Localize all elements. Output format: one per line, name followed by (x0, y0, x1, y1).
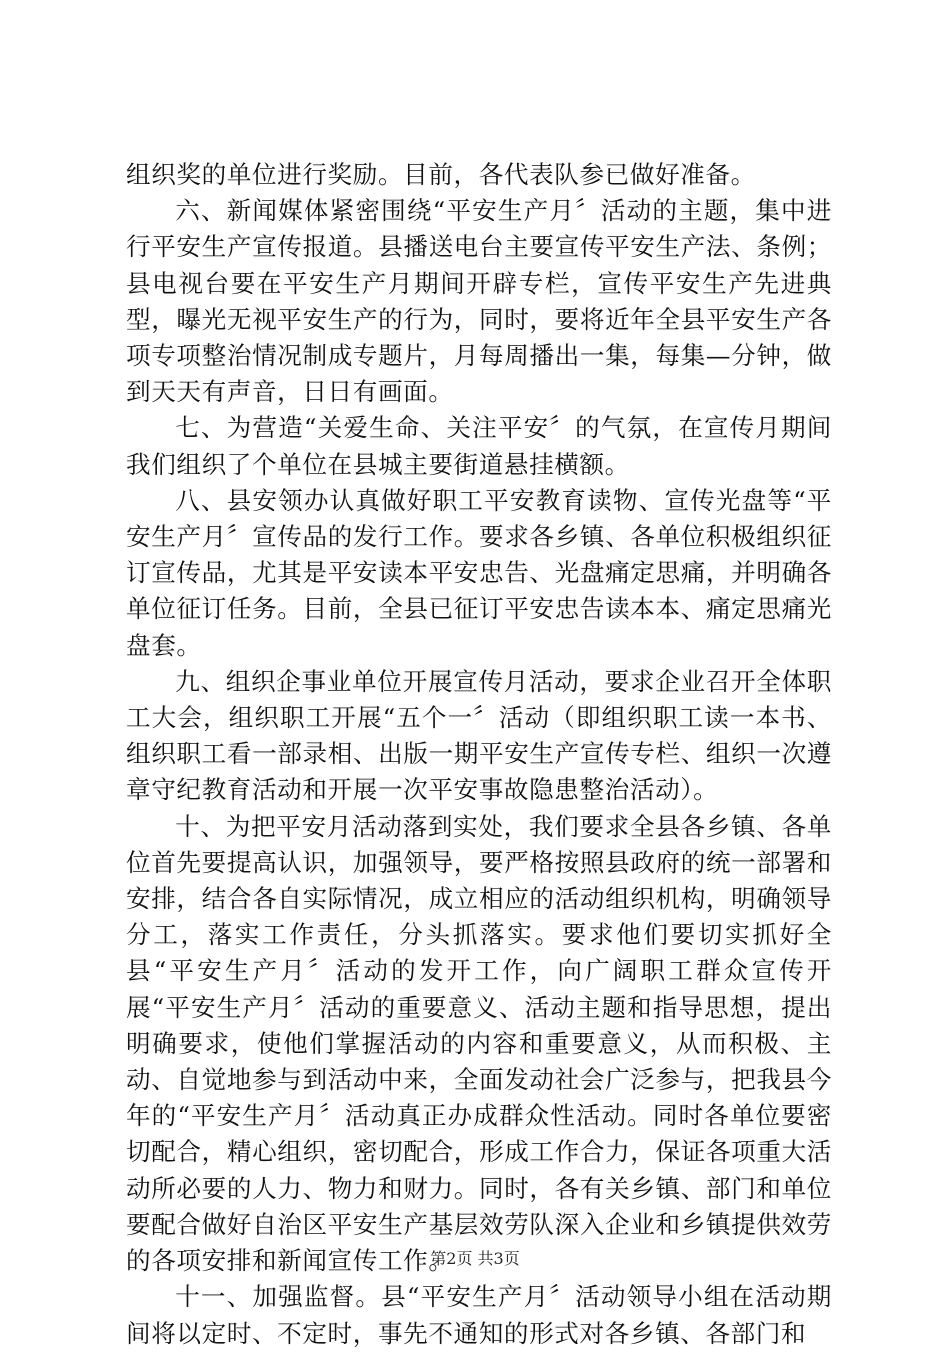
paragraph-continuation: 组织奖的单位进行奖励。目前，各代表队参已做好准备。 (126, 160, 756, 189)
paragraph-item-10: 十、为把平安月活动落到实处，我们要求全县各乡镇、各单位首先要提高认识，加强领导，要严格按照县政府的统一部署和安排，结合各自实际情况，成立相应的活动组织机构，明确领导分工，落实工作责任，分头抓落实。要求他们要切实抓好全县“平安生产月〞活动的发开工作，向广阔职工群众宣传开展“平安生产月〞活动的重要意义、活动主题和指导思想，提出明确要求，使他们掌握活动的内容和重要意义，从而积极、主动、自觉地参与到活动中来，全面发动社会广泛参与，把我县今年的“平安生产月〞活动真正办成群众性活动。同时各单位要密切配合，精心组织，密切配合，形成工作合力，保证各项重大活动所必要的人力、物力和财力。同时，各有关乡镇、部门和单位要配合做好自治区平安生产基层效劳队深入企业和乡镇提供效劳的各项安排和新闻宣传工作。 (126, 811, 832, 1276)
paragraph-item-11: 十一、加强监督。县“平安生产月〞活动领导小组在活动期间将以定时、不定时，事先不通知的形式对各乡镇、各部门和 (126, 1282, 832, 1348)
paragraph-item-8: 八、县安领办认真做好职工平安教育读物、宣传光盘等“平安生产月〞宣传品的发行工作。要求各乡镇、各单位积极组织征订宣传品，尤其是平安读本平安忠告、光盘痛定思痛，并明确各单位征订任务。目前，全县已征订平安忠告读本本、痛定思痛光盘套。 (126, 485, 832, 660)
paragraph-item-6: 六、新闻媒体紧密围绕“平安生产月〞活动的主题，集中进行平安生产宣传报道。县播送电台主要宣传平安生产法、条例；县电视台要在平安生产月期间开辟专栏，宣传平安生产先进典型，曝光无视平安生产的行为，同时，要将近年全县平安生产各项专项整治情况制成专题片，月每周播出一集，每集—分钟，做到天天有声音，日日有画面。 (126, 196, 832, 407)
paragraph-item-9: 九、组织企事业单位开展宣传月活动，要求企业召开全体职工大会，组织职工开展“五个一〞活动（即组织职工读一本书、组织职工看一部录相、出版一期平安生产宣传专栏、组织一次遵章守纪教育活动和开展一次平安事故隐患整治活动）。 (126, 666, 832, 805)
paragraph-item-7: 七、为营造“关爱生命、关注平安〞的气氛，在宣传月期间我们组织了个单位在县城主要街道悬挂横额。 (126, 413, 832, 479)
document-body (126, 157, 832, 1352)
page-number-footer: 第2页 共3页 (430, 1249, 520, 1268)
